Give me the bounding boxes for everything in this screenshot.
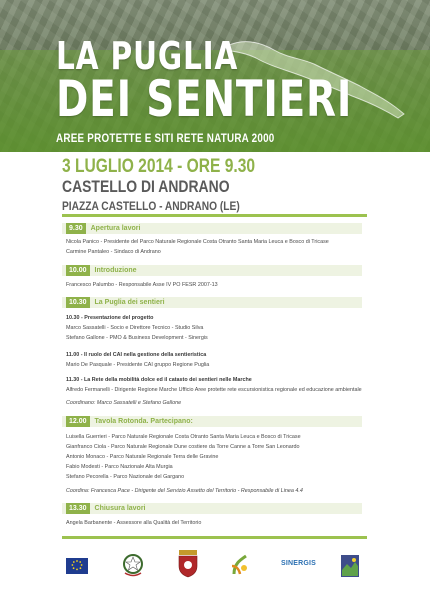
section-title: La Puglia dei sentieri	[94, 299, 165, 306]
speaker-line: Fabio Modesti - Parco Nazionale Alta Murgia	[66, 464, 173, 470]
time-badge: 9.30	[66, 223, 86, 234]
speaker-line: Antonio Monaco - Parco Naturale Regionale Terra delle Gravine	[66, 454, 219, 460]
event-venue: CASTELLO DI ANDRANO	[62, 177, 230, 196]
time-badge: 12.00	[66, 416, 90, 427]
time-badge: 10.00	[66, 265, 90, 276]
speaker-line: Angela Barbanente - Assessore alla Qualità del Territorio	[66, 520, 202, 526]
speaker-line: Gianfranco Ciola - Parco Naturale Regionale Dune costiere da Torre Canne a Torre San Leonardo	[66, 444, 300, 450]
speaker-line: Stefano Pecorella - Parco Nazionale del Gargano	[66, 474, 185, 480]
subtitle: AREE PROTETTE E SITI RETE NATURA 2000	[56, 131, 275, 145]
speaker-line: Luisella Guerrieri - Parco Naturale Regionale Costa Otranto Santa Maria Leuca e Bosco di Tricase	[66, 434, 301, 440]
talk-heading: 11.30 - La Rete della mobilità dolce ed il catasto dei sentieri nelle Marche	[66, 377, 252, 383]
event-place: PIAZZA CASTELLO - ANDRANO (LE)	[62, 199, 240, 213]
section-title: Apertura lavori	[90, 225, 141, 232]
section-apertura	[66, 223, 140, 234]
assessorato-logo-icon	[230, 554, 250, 576]
speaker-line: Alfredo Fermanelli - Dirigente Regione Marche Ufficio Aree protette rete escursionistica regionale ed educazione ambientale	[66, 387, 362, 393]
speaker-line: Stefano Gallone - PMO & Business Development - Sinergis	[66, 335, 208, 341]
divider	[62, 536, 367, 539]
speaker-line: Marco Sassatelli - Socio e Direttore Tecnico - Studio Silva	[66, 325, 204, 331]
section-title: Introduzione	[94, 267, 137, 274]
divider	[62, 214, 367, 217]
section-chiusura	[66, 503, 146, 514]
coordinators: Coordinano: Marco Sassatelli e Stefano Gallone	[66, 400, 182, 406]
speaker-line: Francesco Palumbo - Responsabile Asse IV PO FESR 2007-13	[66, 282, 218, 288]
regione-puglia-emblem-icon	[177, 548, 199, 578]
talk-heading: 11.00 - Il ruolo del CAI nella gestione della sentieristica	[66, 352, 207, 358]
event-info	[62, 156, 392, 213]
section-puglia-sentieri	[66, 297, 165, 308]
section-tavola-rotonda	[66, 416, 193, 427]
section-title: Chiusura lavori	[94, 505, 146, 512]
coordinator: Coordina: Francesca Pace - Dirigente del Servizio Assetto del Territorio - Responsabile di Linea 4.4	[66, 488, 303, 494]
studio-silva-logo-icon	[340, 554, 360, 578]
title-line-2: DEI SENTIERI	[56, 70, 353, 128]
time-badge: 10.30	[66, 297, 90, 308]
event-date: 3 LUGLIO 2014 - ORE 9.30	[62, 156, 256, 177]
header-banner	[0, 0, 430, 152]
speaker-line: Carmine Pantaleo - Sindaco di Andrano	[66, 249, 161, 255]
sponsor-logos	[0, 548, 430, 588]
section-title: Tavola Rotonda. Partecipano:	[94, 418, 193, 425]
section-introduzione	[66, 265, 137, 276]
eu-flag-icon	[66, 558, 88, 574]
talk-heading: 10.30 - Presentazione del progetto	[66, 315, 154, 321]
sinergis-logo: SINERGIS	[281, 560, 317, 567]
speaker-line: Mario De Pasquale - Presidente CAI gruppo Regione Puglia	[66, 362, 210, 368]
speaker-line: Nicola Panico - Presidente del Parco Naturale Regionale Costa Otranto Santa Maria Leuca e Bosco di Tricase	[66, 239, 329, 245]
italian-republic-emblem-icon	[122, 552, 144, 578]
time-badge: 13.30	[66, 503, 90, 514]
title-line-1: LA PUGLIA	[56, 34, 239, 78]
